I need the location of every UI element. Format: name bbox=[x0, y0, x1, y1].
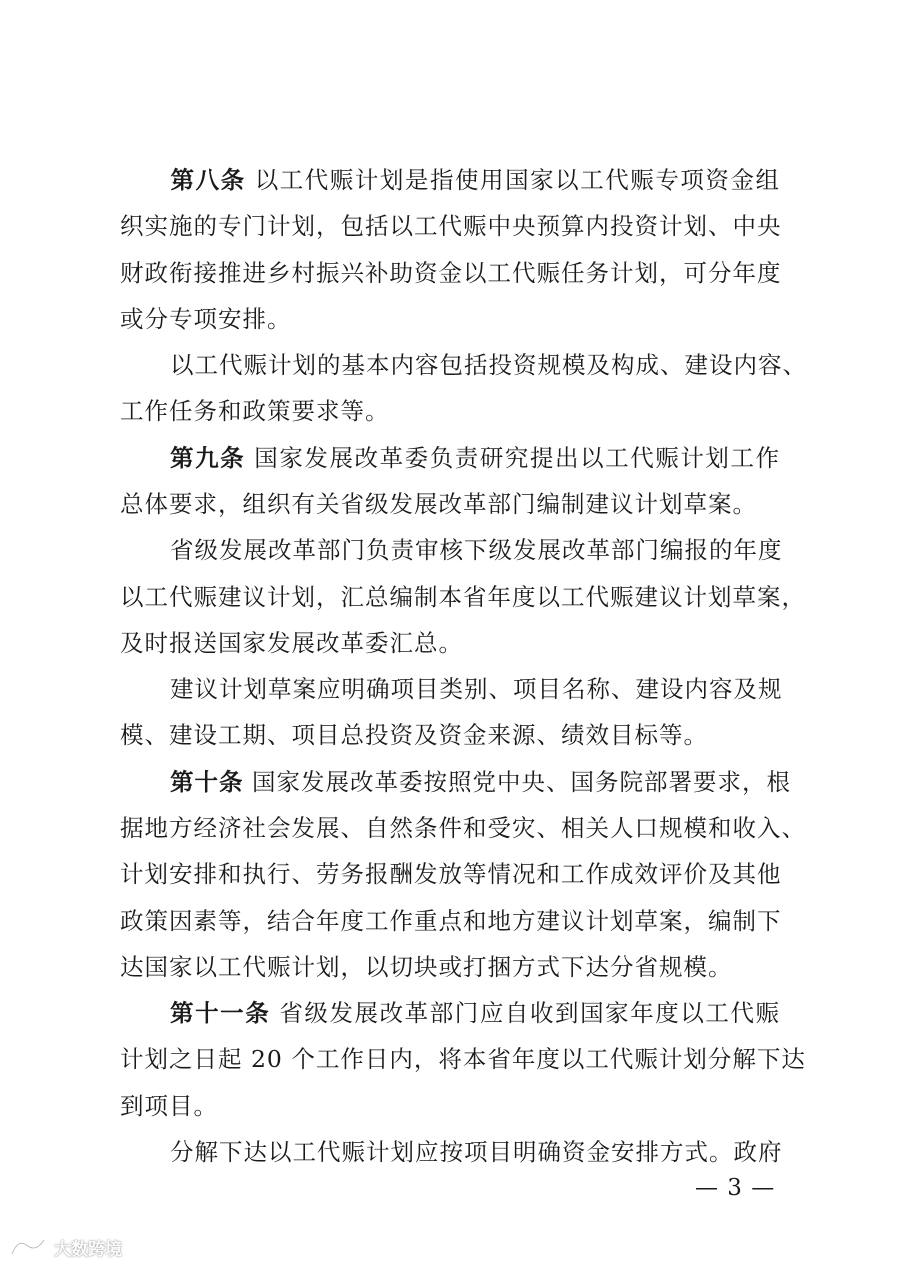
text-line: 以工代赈建议计划，汇总编制本省年度以工代赈建议计划草案， bbox=[120, 583, 806, 611]
text-line: 计划之日起 20 个工作日内，将本省年度以工代赈计划分解下达 bbox=[120, 1045, 806, 1073]
text-line: 以工代赈计划的基本内容包括投资规模及构成、建设内容、 bbox=[170, 351, 807, 379]
text-line: 建议计划草案应明确项目类别、项目名称、建设内容及规 bbox=[170, 675, 783, 703]
watermark-text: 大数跨境 bbox=[54, 1239, 122, 1260]
text-line: 达国家以工代赈计划，以切块或打捆方式下达分省规模。 bbox=[120, 953, 733, 981]
article-heading: 第八条 bbox=[170, 166, 246, 194]
text-line: 第十条 国家发展改革委按照党中央、国务院部署要求，根 bbox=[170, 768, 791, 796]
article-heading: 第十条 bbox=[170, 768, 244, 796]
text-line: 政策因素等，结合年度工作重点和地方建议计划草案，编制下 bbox=[120, 907, 782, 935]
article-heading: 第十一条 bbox=[170, 999, 271, 1027]
text-line: 模、建设工期、项目总投资及资金来源、绩效目标等。 bbox=[120, 721, 708, 749]
watermark bbox=[8, 1234, 122, 1260]
text-line: 或分专项安排。 bbox=[120, 305, 292, 333]
text-line: 到项目。 bbox=[120, 1092, 218, 1120]
text-line: 分解下达以工代赈计划应按项目明确资金安排方式。政府 bbox=[170, 1138, 783, 1166]
text-line: 据地方经济社会发展、自然条件和受灾、相关人口规模和收入、 bbox=[120, 814, 806, 842]
text-line: 计划安排和执行、劳务报酬发放等情况和工作成效评价及其他 bbox=[120, 860, 782, 888]
text-line: 织实施的专门计划，包括以工代赈中央预算内投资计划、中央 bbox=[120, 212, 782, 240]
text-line: 工作任务和政策要求等。 bbox=[120, 397, 390, 425]
page-number: — 3 — bbox=[695, 1175, 776, 1201]
text-line: 第八条 以工代赈计划是指使用国家以工代赈专项资金组 bbox=[170, 166, 780, 194]
text-line: 第十一条 省级发展改革部门应自收到国家年度以工代赈 bbox=[170, 999, 781, 1027]
text-line: 财政衔接推进乡村振兴补助资金以工代赈任务计划，可分年度 bbox=[120, 259, 782, 287]
text-line: 总体要求，组织有关省级发展改革部门编制建议计划草案。 bbox=[120, 490, 757, 518]
text-line: 第九条 国家发展改革委负责研究提出以工代赈计划工作 bbox=[170, 444, 781, 472]
text-line: 省级发展改革部门负责审核下级发展改革部门编报的年度 bbox=[170, 536, 783, 564]
article-heading: 第九条 bbox=[170, 444, 246, 472]
text-line: 及时报送国家发展改革委汇总。 bbox=[120, 629, 463, 657]
logo-icon bbox=[8, 1234, 48, 1260]
